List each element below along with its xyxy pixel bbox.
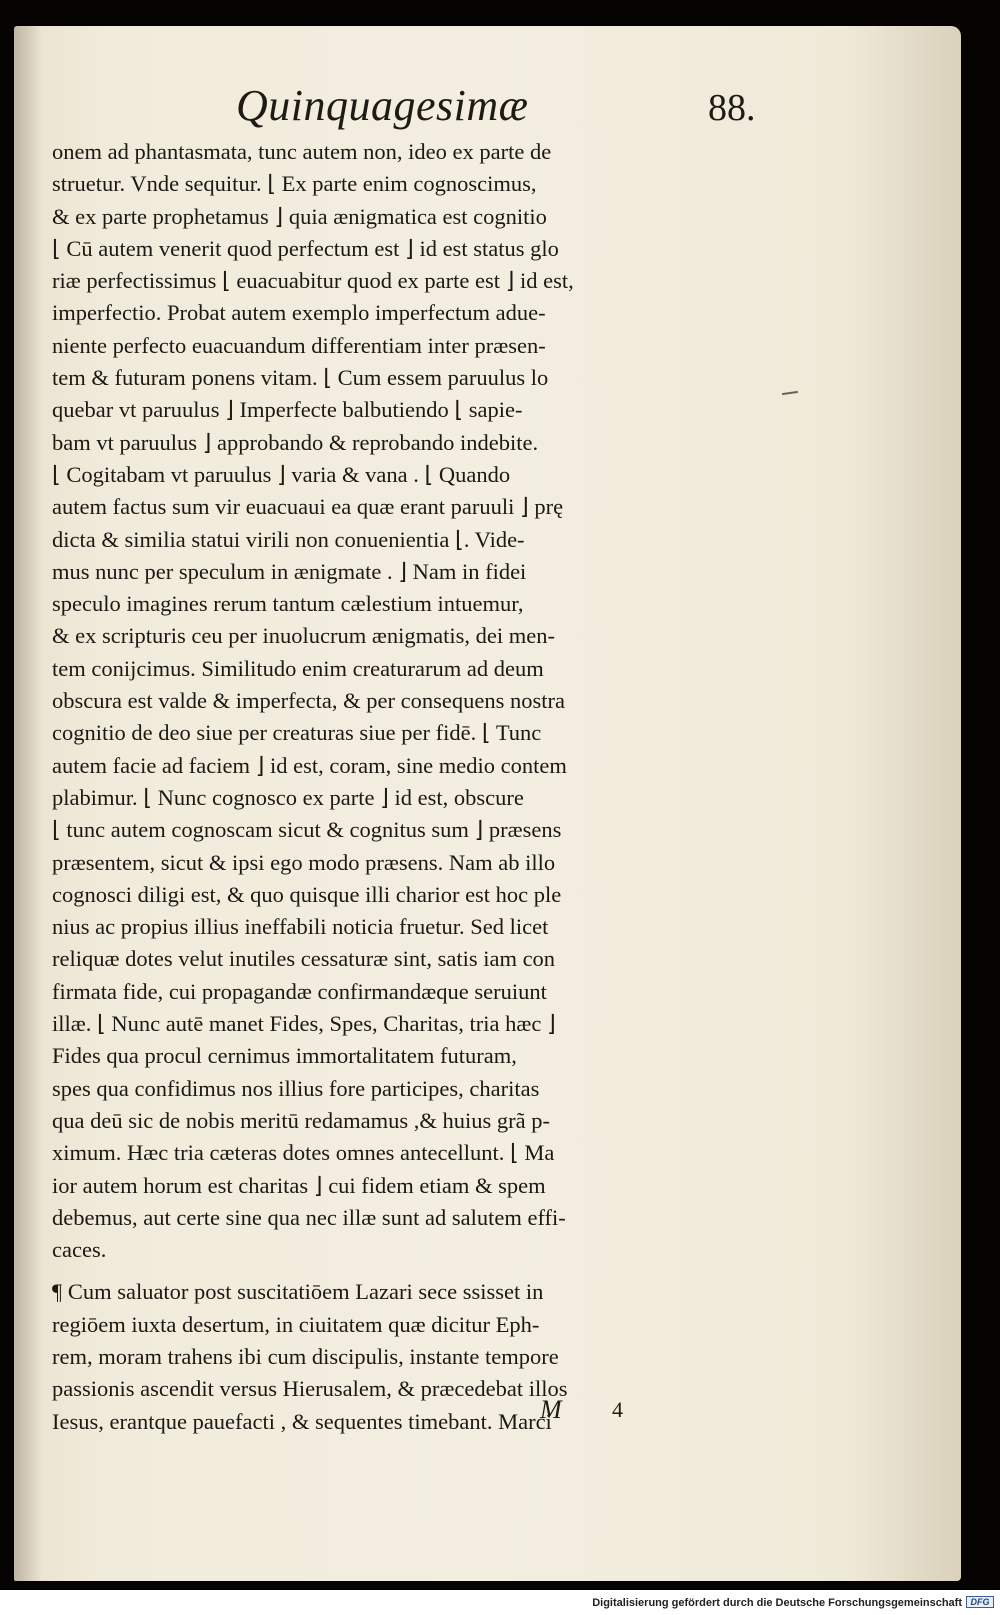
- text-line: ⌊ tunc autem cognoscam sicut & cognitus sum ⌋ præsens: [52, 817, 562, 843]
- text-line: speculo imagines rerum tantum cælestium intuemur,: [52, 591, 524, 617]
- text-line: niente perfecto euacuandum differentiam inter præsen-: [52, 332, 546, 358]
- page-footer: [540, 1395, 660, 1435]
- running-head: [0, 80, 1000, 140]
- text-line: spes qua confidimus nos illius fore participes, charitas: [52, 1075, 540, 1101]
- text-line: præsentem, sicut & ipsi ego modo præsens. Nam ab illo: [52, 849, 556, 875]
- text-line: firmata fide, cui propagandæ confirmandæque seruiunt: [52, 978, 547, 1004]
- text-line: tem & futuram ponens vitam. ⌊ Cum essem paruulus lo: [52, 365, 549, 391]
- text-line: obscura est valde & imperfecta, & per consequens nostra: [52, 688, 565, 714]
- body-text: [52, 136, 764, 1438]
- text-line: ior autem horum est charitas ⌋ cui fidem etiam & spem: [52, 1172, 546, 1198]
- text-line: reliquæ dotes velut inutiles cessaturæ sint, satis iam con: [52, 946, 556, 972]
- text-line: ⌊ Cū autem venerit quod perfectum est ⌋ id est status glo: [52, 235, 559, 261]
- text-line: imperfectio. Probat autem exemplo imperfectum adue-: [52, 300, 546, 326]
- running-title: Quinquagesimæ: [236, 81, 529, 130]
- page-number: 88.: [708, 87, 756, 129]
- text-line: riæ perfectissimus ⌊ euacuabitur quod ex parte est ⌋ id est,: [52, 268, 574, 294]
- text-line: illæ. ⌊ Nunc autē manet Fides, Spes, Charitas, tria hæc ⌋: [52, 1011, 556, 1037]
- text-line: Fides qua procul cernimus immortalitatem futuram,: [52, 1043, 517, 1069]
- text-line: quebar vt paruulus ⌋ Imperfecte balbutiendo ⌊ sapie-: [52, 397, 523, 423]
- text-line: regiōem iuxta desertum, in ciuitatem quæ dicitur Eph-: [52, 1311, 540, 1337]
- text-line: plabimur. ⌊ Nunc cognosco ex parte ⌋ id est, obscure: [52, 784, 524, 810]
- text-line: mus nunc per speculum in ænigmate . ⌋ Nam in fidei: [52, 558, 527, 584]
- text-line: autem facie ad faciem ⌋ id est, coram, sine medio contem: [52, 752, 567, 778]
- credit-text: Digitalisierung gefördert durch die Deutsche Forschungsgemeinschaft: [592, 1597, 962, 1609]
- text-line: bam vt paruulus ⌋ approbando & reprobando indebite.: [52, 429, 539, 455]
- text-line: cognosci diligi est, & quo quisque illi charior est hoc ple: [52, 881, 562, 907]
- text-line: qua deū sic de nobis meritū redamamus ,& huius grã p-: [52, 1107, 551, 1133]
- text-line: nius ac propius illius ineffabili noticia fruetur. Sed licet: [52, 914, 549, 940]
- text-line: passionis ascendit versus Hierusalem, & præcedebat illos: [52, 1376, 568, 1402]
- text-line: ¶ Cum saluator post suscitatiōem Lazari sece ssisset in: [52, 1279, 544, 1305]
- dfg-logo: DFG: [966, 1596, 994, 1608]
- text-line: Iesus, erantque pauefacti , & sequentes timebant. Marci: [52, 1408, 552, 1434]
- text-line: & ex parte prophetamus ⌋ quia ænigmatica est cognitio: [52, 203, 547, 229]
- text-line: dicta & similia statui virili non conuenientia ⌊. Vide-: [52, 526, 525, 552]
- text-line: rem, moram trahens ibi cum discipulis, instante tempore: [52, 1343, 559, 1369]
- credit-bar: [0, 1590, 1000, 1615]
- text-line: & ex scripturis ceu per inuolucrum ænigmatis, dei men-: [52, 623, 556, 649]
- text-line: ximum. Hæc tria cæteras dotes omnes antecellunt. ⌊ Ma: [52, 1140, 555, 1166]
- text-line: tem conijcimus. Similitudo enim creaturarum ad deum: [52, 655, 544, 681]
- gutter-shadow: [14, 26, 42, 1581]
- leaf-number: 4: [612, 1397, 623, 1422]
- text-line: ⌊ Cogitabam vt paruulus ⌋ varia & vana . ⌊ Quando: [52, 461, 511, 487]
- text-line: onem ad phantasmata, tunc autem non, ideo ex parte de: [52, 139, 552, 164]
- text-line: caces.: [52, 1237, 107, 1263]
- signature-mark: M: [540, 1395, 562, 1424]
- text-line: debemus, aut certe sine qua nec illæ sunt ad salutem effi-: [52, 1204, 566, 1230]
- text-line: cognitio de deo siue per creaturas siue per fidē. ⌊ Tunc: [52, 720, 542, 746]
- text-line: autem factus sum vir euacuaui ea quæ erant paruuli ⌋ prę: [52, 494, 564, 520]
- text-line: struetur. Vnde sequitur. ⌊ Ex parte enim cognoscimus,: [52, 171, 537, 197]
